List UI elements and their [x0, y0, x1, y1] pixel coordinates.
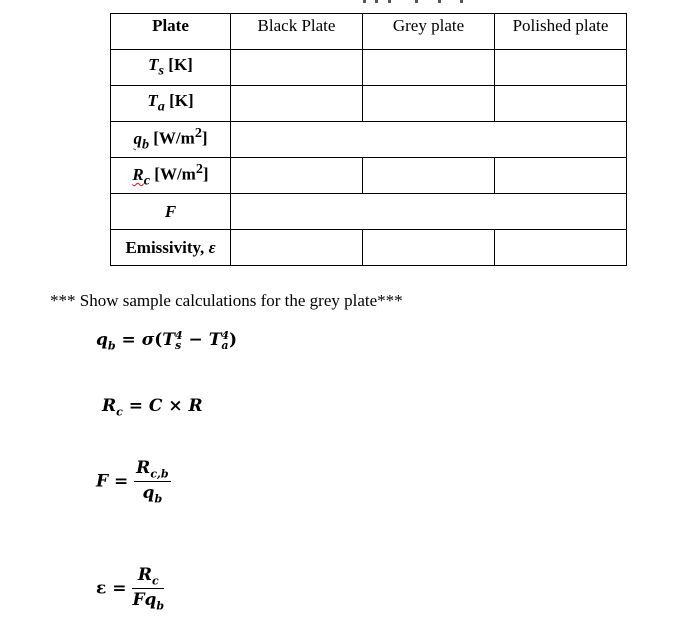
eq-qb-lhs: q	[96, 330, 108, 350]
table-row	[111, 158, 627, 194]
eq-f-denominator: q	[142, 483, 155, 504]
equation-rc	[102, 396, 203, 418]
cell-ts-black[interactable]	[231, 50, 363, 86]
cell-ts-polished[interactable]	[495, 50, 627, 86]
eq-qb-ts: T	[162, 330, 175, 350]
cell-rc-grey[interactable]	[363, 158, 495, 194]
row-label-ta: $T_a$ [K]	[111, 86, 231, 122]
eq-f-equals: =	[108, 471, 135, 492]
equation-emissivity	[96, 565, 164, 613]
eq-qb-equals: =	[115, 330, 142, 350]
eq-qb-ts-sup: 4	[174, 328, 183, 342]
eq-qb-lhs-sub: b	[107, 339, 116, 353]
eq-qb-sigma: σ	[141, 330, 155, 350]
row-label-rc: $R_c$ $[W/m^2]$	[111, 158, 231, 194]
eq-eps-denominator: Fq	[132, 590, 157, 611]
table-row	[111, 230, 627, 266]
text-fragment	[460, 0, 463, 3]
row-label-emissivity: Emissivity, ε	[111, 230, 231, 266]
header-black-plate: Black Plate	[231, 14, 363, 50]
eq-f-fraction	[134, 458, 170, 506]
cell-ta-grey[interactable]	[363, 86, 495, 122]
table-row	[111, 194, 627, 230]
eq-qb-ta-sub: a	[221, 338, 229, 352]
row-label-qb: $q_b$ $[W/m^2]$	[111, 122, 231, 158]
cell-ta-black[interactable]	[231, 86, 363, 122]
eq-qb-open-paren: (	[154, 330, 163, 350]
eq-eps-numerator: R	[137, 565, 152, 585]
text-fragment	[375, 0, 378, 3]
eq-qb-ta: T	[208, 330, 222, 350]
equation-qb	[96, 330, 237, 352]
eq-f-denominator-sub: b	[154, 492, 163, 506]
eq-eps-fraction	[132, 565, 164, 613]
text-fragment	[363, 0, 366, 3]
text-fragment	[388, 0, 391, 3]
table-row	[111, 122, 627, 158]
row-label-ts: $T_s$ [K]	[111, 50, 231, 86]
cell-qb-merged[interactable]	[231, 122, 627, 158]
cell-rc-polished[interactable]	[495, 158, 627, 194]
cell-emissivity-black[interactable]	[231, 230, 363, 266]
eq-rc-lhs: R	[102, 396, 117, 416]
eq-rc-lhs-sub: c	[116, 405, 123, 419]
eq-qb-minus: −	[182, 330, 209, 350]
text-fragment	[438, 0, 441, 3]
results-table	[110, 13, 627, 266]
cell-ts-grey[interactable]	[363, 50, 495, 86]
cell-rc-black[interactable]	[231, 158, 363, 194]
header-row	[111, 14, 627, 50]
header-polished-plate: Polished plate	[495, 14, 627, 50]
text-fragment	[415, 0, 418, 3]
header-plate: Plate	[111, 14, 231, 50]
eq-f-numerator: R	[136, 458, 151, 478]
cell-emissivity-grey[interactable]	[363, 230, 495, 266]
eq-rc-rhs: = C × R	[122, 396, 203, 416]
eq-eps-numerator-sub: c	[151, 574, 159, 588]
eq-eps-lhs: ε	[96, 578, 107, 599]
cell-ta-polished[interactable]	[495, 86, 627, 122]
cell-f-merged[interactable]	[231, 194, 627, 230]
cut-off-text-line	[0, 0, 698, 5]
row-label-f: F	[111, 194, 231, 230]
header-grey-plate: Grey plate	[363, 14, 495, 50]
eq-qb-ta-sup: 4	[221, 328, 229, 342]
table-row	[111, 86, 627, 122]
sample-calculation-note: *** Show sample calculations for the grey plate***	[50, 291, 403, 310]
eq-eps-denominator-sub: b	[156, 599, 165, 613]
eq-qb-close-paren: )	[229, 330, 238, 350]
table-row	[111, 50, 627, 86]
cell-emissivity-polished[interactable]	[495, 230, 627, 266]
eq-f-numerator-sub: c,b	[150, 467, 169, 481]
equation-f	[96, 458, 171, 506]
eq-qb-ts-sub: s	[174, 338, 182, 352]
eq-eps-equals: =	[106, 578, 133, 599]
eq-f-lhs: F	[96, 471, 109, 492]
